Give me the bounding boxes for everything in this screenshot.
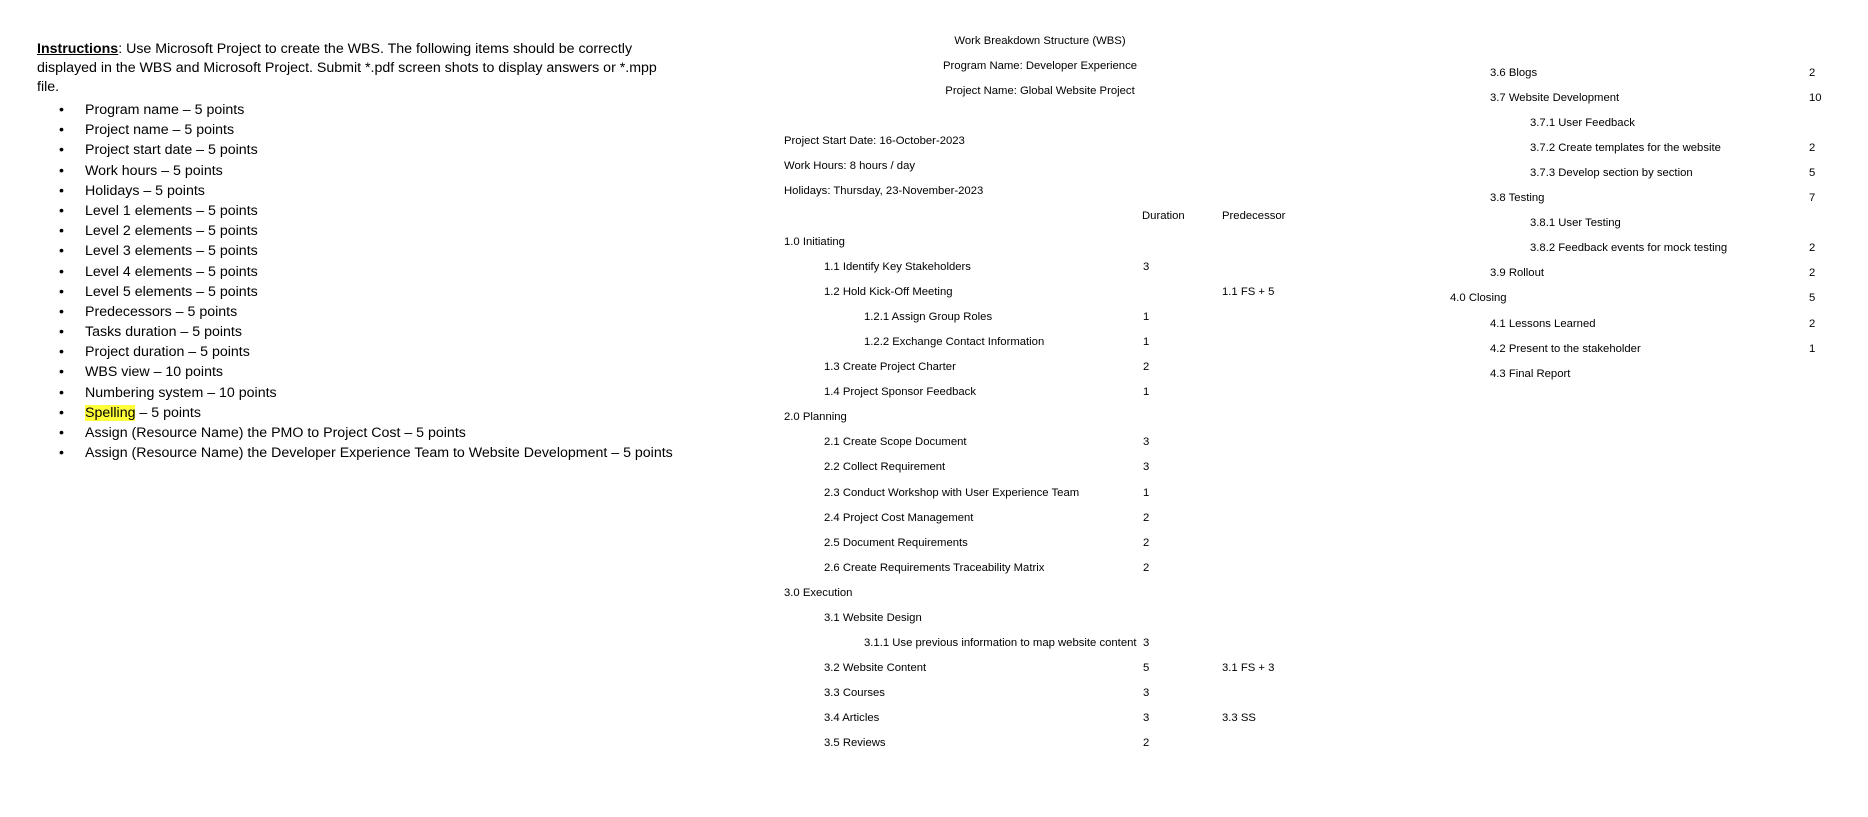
wbs-task-duration: 2 (1143, 536, 1150, 549)
work-hours: Work Hours: 8 hours / day (784, 160, 916, 172)
wbs-task-duration: 5 (1809, 292, 1816, 305)
wbs-task-duration: 5 (1143, 661, 1150, 674)
wbs-task-name: 3.8.1 User Testing (1530, 217, 1621, 230)
instructions-label: Instructions (37, 41, 119, 57)
wbs-task-predecessor: 3.3 SS (1222, 711, 1256, 724)
wbs-row (0, 337, 1868, 362)
wbs-task-duration: 2 (1809, 67, 1816, 79)
wbs-task-duration: 3 (1143, 261, 1150, 274)
wbs-task-duration: 3 (1143, 711, 1150, 724)
bullet-icon: • (59, 425, 64, 441)
criteria-text: – 5 points (135, 404, 201, 421)
bullet-icon: • (59, 283, 64, 300)
criteria-text: Work hours – 5 points (85, 162, 223, 179)
wbs-row (0, 631, 1868, 656)
wbs-row (0, 283, 1868, 311)
bullet-icon: • (59, 122, 64, 139)
wbs-task-name: 1.0 Initiating (784, 236, 845, 248)
criteria-text: Assign (Resource Name) the PMO to Project Cost – 5 points (85, 425, 466, 441)
duration-column-header: Duration (1142, 210, 1185, 222)
wbs-row (0, 211, 1868, 236)
wbs-row (0, 681, 1868, 706)
wbs-task-duration: 1 (1143, 311, 1150, 324)
predecessor-column-header: Predecessor (1222, 210, 1286, 222)
wbs-row (0, 481, 1868, 506)
wbs-task-name: 3.5 Reviews (824, 737, 886, 749)
wbs-row (0, 581, 1868, 606)
wbs-task-duration: 2 (1143, 361, 1150, 374)
wbs-task-duration: 1 (1809, 342, 1816, 355)
wbs-task-name: 3.6 Blogs (1490, 67, 1538, 79)
wbs-task-duration: 3 (1143, 436, 1150, 449)
bullet-icon: • (59, 384, 64, 401)
wbs-task-duration: 1 (1143, 486, 1150, 499)
wbs-task-duration: 3 (1143, 636, 1150, 649)
wbs-task-duration: 2 (1809, 242, 1816, 255)
wbs-task-duration: 5 (1809, 167, 1816, 180)
wbs-task-predecessor: 1.1 FS + 5 (1222, 286, 1275, 299)
bullet-icon: • (59, 162, 64, 179)
wbs-task-name: 3.7 Website Development (1490, 92, 1620, 105)
bullet-icon: • (59, 445, 64, 462)
wbs-task-duration: 2 (1809, 267, 1816, 280)
bullet-icon: • (59, 202, 64, 219)
wbs-task-duration: 2 (1143, 737, 1150, 749)
wbs-row (0, 312, 1868, 337)
wbs-row (0, 455, 1868, 480)
wbs-task-name: 3.4 Articles (824, 711, 880, 724)
wbs-task-name: 2.3 Conduct Workshop with User Experience Team (824, 486, 1080, 499)
wbs-row (0, 656, 1868, 681)
wbs-task-duration: 1 (1143, 336, 1150, 349)
wbs-title: Work Breakdown Structure (WBS) (954, 35, 1126, 47)
wbs-row (0, 86, 1868, 111)
wbs-task-name: 3.1 Website Design (824, 611, 922, 624)
wbs-task-name: 3.2 Website Content (824, 661, 927, 674)
wbs-row (0, 731, 1868, 756)
wbs-row (0, 261, 1868, 286)
criteria-text: Project start date – 5 points (85, 142, 258, 159)
wbs-task-duration: 2 (1809, 142, 1816, 155)
wbs-task-duration: 7 (1809, 192, 1816, 205)
instructions-text: : Use Microsoft Project to create the WBS. The following items should be correctly displayed in the WBS and Microsoft Project. Submit *.pdf screen shots to display answers or *.mpp file. (37, 41, 657, 95)
wbs-task-name: 3.7.1 User Feedback (1530, 117, 1635, 130)
project-name: Project Name: Global Website Project (945, 85, 1135, 97)
criteria-text: Numbering system – 10 points (85, 384, 277, 401)
wbs-task-name: 3.9 Rollout (1490, 267, 1545, 280)
wbs-task-name: 4.3 Final Report (1490, 367, 1571, 380)
wbs-task-duration: 2 (1809, 317, 1816, 330)
wbs-task-predecessor: 3.1 FS + 3 (1222, 661, 1275, 674)
wbs-row (0, 405, 1868, 430)
bullet-icon: • (59, 102, 64, 118)
wbs-row (0, 606, 1868, 631)
wbs-task-name: 3.3 Courses (824, 686, 885, 699)
wbs-task-name: 1.1 Identify Key Stakeholders (824, 261, 971, 274)
bullet-icon: • (59, 364, 64, 381)
wbs-row (0, 430, 1868, 455)
wbs-task-duration: 1 (1143, 386, 1150, 399)
criteria-text: Level 4 elements – 5 points (85, 263, 258, 280)
criteria-text: Project name – 5 points (85, 122, 235, 139)
wbs-task-name: 1.2.2 Exchange Contact Information (864, 336, 1045, 349)
bullet-icon: • (59, 182, 64, 199)
bullet-icon: • (59, 404, 64, 421)
bullet-icon: • (59, 324, 64, 341)
wbs-task-name: 2.1 Create Scope Document (824, 436, 967, 449)
criteria-text: Tasks duration – 5 points (85, 324, 242, 341)
criteria-text: Holidays – 5 points (85, 182, 205, 199)
wbs-task-name: 3.0 Execution (784, 586, 853, 599)
wbs-task-duration: 3 (1143, 461, 1150, 474)
criteria-text: Level 3 elements – 5 points (85, 243, 258, 260)
program-name: Program Name: Developer Experience (942, 60, 1138, 72)
wbs-task-name: 2.2 Collect Requirement (824, 461, 946, 474)
wbs-task-duration: 2 (1143, 511, 1150, 524)
bullet-icon: • (59, 303, 64, 320)
criteria-text: Level 5 elements – 5 points (85, 283, 258, 300)
bullet-icon: • (59, 243, 64, 260)
bullet-icon: • (59, 344, 64, 361)
wbs-task-duration: 10 (1809, 92, 1822, 105)
wbs-row (0, 161, 1868, 186)
wbs-row (0, 111, 1868, 139)
project-start-date: Project Start Date: 16-October-2023 (784, 135, 965, 147)
wbs-row (0, 506, 1868, 531)
wbs-task-name: 3.8 Testing (1490, 192, 1545, 205)
wbs-row (0, 186, 1868, 211)
wbs-row (0, 556, 1868, 581)
wbs-task-name: 3.1.1 Use previous information to map website content (864, 636, 1137, 649)
wbs-row (0, 236, 1868, 261)
wbs-task-duration: 3 (1143, 686, 1150, 699)
wbs-task-name: 2.6 Create Requirements Traceability Matrix (824, 561, 1045, 574)
wbs-row (0, 136, 1868, 161)
wbs-task-name: 1.2 Hold Kick-Off Meeting (824, 286, 953, 299)
wbs-task-name: 2.0 Planning (784, 411, 847, 424)
wbs-task-name: 3.8.2 Feedback events for mock testing (1530, 242, 1728, 255)
wbs-row (0, 362, 1868, 387)
wbs-task-name: 3.7.2 Create templates for the website (1530, 142, 1721, 155)
criteria-text: Level 1 elements – 5 points (85, 202, 258, 219)
wbs-row (0, 706, 1868, 731)
wbs-task-name: 2.4 Project Cost Management (824, 511, 974, 524)
bullet-icon: • (59, 142, 64, 159)
wbs-task-name: 4.0 Closing (1450, 292, 1507, 305)
wbs-row (0, 531, 1868, 556)
criteria-text: Assign (Resource Name) the Developer Experience Team to Website Development – 5 points (85, 445, 673, 462)
criteria-text: WBS view – 10 points (85, 364, 223, 381)
holidays: Holidays: Thursday, 23-November-2023 (784, 185, 984, 197)
wbs-task-name: 1.3 Create Project Charter (824, 361, 956, 374)
criteria-text: Program name – 5 points (85, 102, 245, 118)
wbs-task-name: 1.4 Project Sponsor Feedback (824, 386, 976, 399)
highlighted-word: Spelling (85, 404, 136, 421)
criteria-text: Level 2 elements – 5 points (85, 223, 258, 240)
wbs-task-duration: 2 (1143, 561, 1150, 574)
criteria-text: Predecessors – 5 points (85, 303, 238, 320)
criteria-text: Project duration – 5 points (85, 344, 250, 361)
bullet-icon: • (59, 223, 64, 240)
wbs-task-name: 4.2 Present to the stakeholder (1490, 342, 1641, 355)
wbs-task-name: 4.1 Lessons Learned (1490, 317, 1596, 330)
wbs-row (0, 61, 1868, 86)
wbs-task-name: 1.2.1 Assign Group Roles (864, 311, 993, 324)
wbs-task-name: 3.7.3 Develop section by section (1530, 167, 1693, 180)
wbs-task-name: 2.5 Document Requirements (824, 536, 968, 549)
bullet-icon: • (59, 263, 64, 280)
